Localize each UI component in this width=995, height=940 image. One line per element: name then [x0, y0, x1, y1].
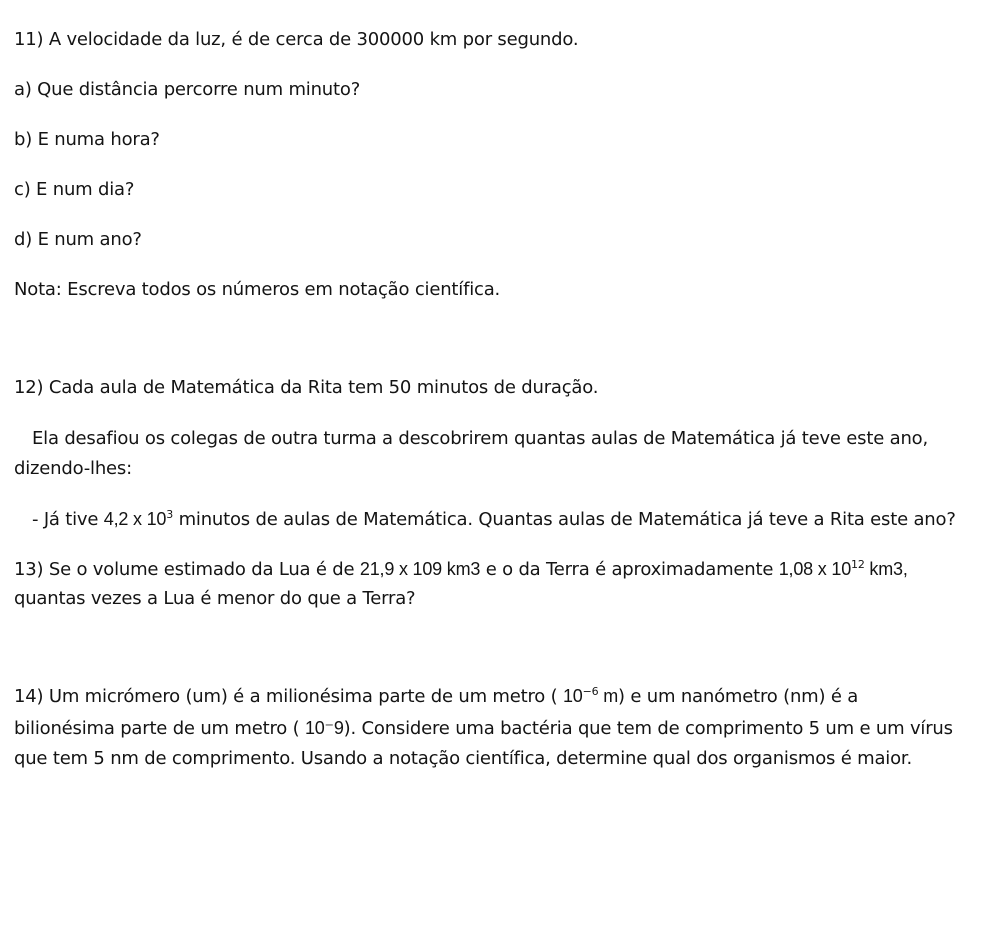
q13-mid: e o da Terra é aproximadamente [480, 559, 779, 580]
question-11-d: d) E num ano? [14, 229, 142, 250]
quote-prefix: - Já tive [32, 509, 104, 530]
question-11-c: c) E num dia? [14, 179, 135, 200]
quote-exponent: 3 [166, 508, 174, 521]
question-12-paragraph-line-1: Ela desafiou os colegas de outra turma a descobrirem quantas aulas de Matemática já teve este ano, [32, 428, 928, 449]
quote-suffix: minutos de aulas de Matemática. Quantas aulas de Matemática já teve a Rita este ano? [173, 509, 956, 530]
micrometer-exponent: −6 [582, 685, 599, 698]
question-13-line-2: quantas vezes a Lua é menor do que a Terra? [14, 588, 416, 609]
micrometer-unit: m [598, 686, 619, 706]
question-12-quote [32, 508, 956, 531]
question-12-title: 12) Cada aula de Matemática da Rita tem 50 minutos de duração. [14, 377, 599, 398]
question-14-line-1 [14, 685, 858, 708]
q14-line2-suffix: ). Considere uma bactéria que tem de comprimento 5 um e um vírus [343, 718, 953, 739]
question-12-paragraph-line-2: dizendo-lhes: [14, 458, 132, 479]
q14-line1-prefix: 14) Um micrómero (um) é a milionésima parte de um metro ( [14, 686, 563, 707]
question-14-line-2 [14, 717, 953, 740]
q13-suffix: km3, [864, 559, 908, 579]
question-11-a: a) Que distância percorre num minuto? [14, 79, 361, 100]
question-14-line-3: que tem 5 nm de comprimento. Usando a notação científica, determine qual dos organismos é maior. [14, 748, 912, 769]
moon-volume: 21,9 x 109 km3 [359, 559, 481, 579]
quote-number: 4,2 x 10 [103, 509, 167, 529]
earth-volume-exponent: 12 [851, 558, 865, 571]
question-11-b: b) E numa hora? [14, 129, 160, 150]
question-11-note: Nota: Escreva todos os números em notação científica. [14, 279, 501, 300]
question-13-line-1 [14, 558, 908, 581]
q13-prefix: 13) Se o volume estimado da Lua é de [14, 559, 360, 580]
q14-line1-suffix: ) e um nanómetro (nm) é a [618, 686, 859, 707]
question-11-title: 11) A velocidade da luz, é de cerca de 300000 km por segundo. [14, 29, 579, 50]
earth-volume-base: 1,08 x 10 [778, 559, 852, 579]
q14-line2-prefix: bilionésima parte de um metro ( [14, 718, 305, 739]
micrometer-base: 10 [562, 686, 583, 706]
nanometer-value: 10⁻9 [304, 718, 344, 738]
